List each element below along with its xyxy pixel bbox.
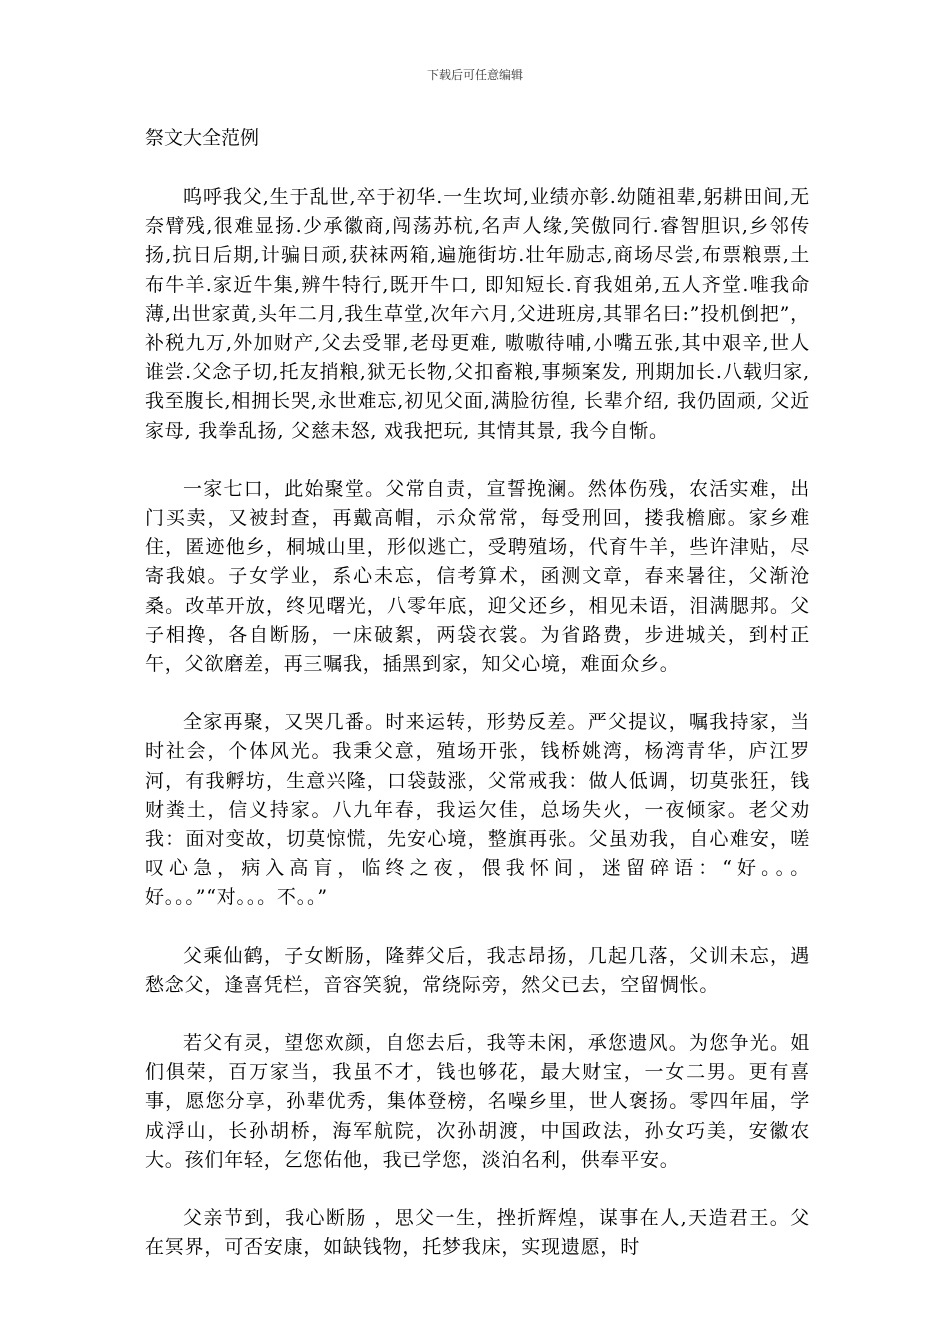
paragraph: 呜呼我父,生于乱世,卒于初华.一生坎坷,业绩亦彰.幼随祖辈,躬耕田间,无奈臂残,很难显扬.少承徽商,闯荡苏杭,名声人缘,笑傲同行.睿智胆识,乡邻传扬,抗日后期,计骗日顽,获袜两箱,遍施街坊.壮年励志,商场尽尝,布票粮票,土布牛羊.家近牛集,辨牛特行,既开牛口, 即知短长.育我姐弟,五人齐堂.唯我命薄,出世家黄,头年二月,我生草堂,次年六月,父进班房,其罪名曰:”投机倒把”，补税九万,外加财产,父去受罪,老母更难, 嗷嗷待哺,小嘴五张,其中艰辛,世人谁尝.父念子切,托友捎粮,狱无长物,父扣畜粮,事频案发, 刑期加长.八载归家,我至腹长,相拥长哭,永世难忘,初见父面,满脸彷徨, 长辈介绍, 我仍固顽, 父近家母, 我拳乱扬, 父慈未怒, 戏我把玩, 其情其景, 我今自惭。 [145, 186, 810, 442]
paragraph: 一家七口，此始聚堂。父常自责，宣誓挽澜。然体伤残，农活实难，出门买卖，又被封查，再戴高帽，示众常常，每受刑回，搂我檐廊。家乡难住，匿迹他乡，桐城山里，形似逃亡，受聘殖场，代育牛羊，些许津贴，尽寄我娘。子女学业，系心未忘，信考算术，函测文章，春来暑往，父渐沧桑。改革开放，终见曙光，八零年底，迎父还乡，相见未语，泪满腮邦。父子相搀，各自断肠，一床破絮，两袋衣裳。为省路费，步进城关，到村正午，父欲磨差，再三嘱我，插黑到家，知父心境，难面众乡。 [145, 477, 810, 676]
paragraph: 父乘仙鹤，子女断肠，隆葬父后，我志昂扬，几起几落，父训未忘，遇愁念父，逢喜凭栏，音容笑貌，常绕际旁，然父已去，空留惆怅。 [145, 944, 810, 996]
paragraph: 全家再聚，又哭几番。时来运转，形势反差。严父提议，嘱我持家，当时社会，个体风光。我秉父意，殖场开张，钱桥姚湾，杨湾青华，庐江罗河，有我孵坊，生意兴隆，口袋鼓涨，父常戒我：做人低调，切莫张狂，钱财粪土，信义持家。八九年春，我运欠佳，总场失火，一夜倾家。老父劝我：面对变故，切莫惊慌，先安心境，整旗再张。父虽劝我，自心难安，嗟叹心急，病入高肓，临终之夜，偎我怀间，迷留碎语：“好。。。好。。。”“对。。。不。。” [145, 711, 810, 909]
paragraph: 父亲节到，我心断肠 ，思父一生，挫折辉煌，谋事在人,天造君王。父在冥界，可否安康，如缺钱物，托梦我床，实现遗愿，时 [145, 1207, 810, 1259]
document-title: 祭文大全范例 [145, 127, 260, 149]
page-header-note: 下载后可任意编辑 [426, 68, 523, 82]
document-body [145, 124, 810, 1263]
paragraph: 若父有灵，望您欢颜，自您去后，我等未闲，承您遗风。为您争光。姐们俱荣，百万家当，我虽不才，钱也够花，最大财宝，一女二男。更有喜事，愿您分享，孙辈优秀，集体登榜，名噪乡里，世人褒扬。零四年届，学成浮山，长孙胡桥，海军航院，次孙胡渡，中国政法，孙女巧美，安徽农大。孩们年轻，乞您佑他，我已学您，淡泊名利，供奉平安。 [145, 1032, 810, 1171]
